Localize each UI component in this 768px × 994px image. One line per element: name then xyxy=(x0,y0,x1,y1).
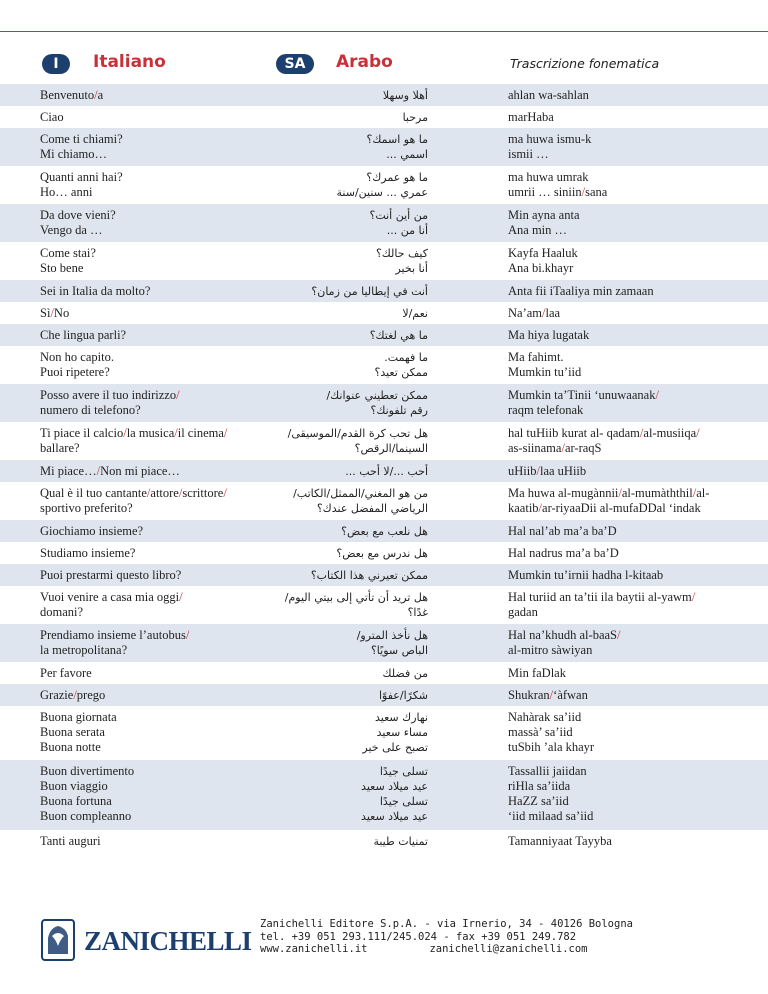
table-row xyxy=(0,106,768,128)
italian-cell: Che lingua parli? xyxy=(40,328,127,342)
transcription-cell: ma huwa ismu-k ismii … xyxy=(508,132,592,161)
transcription-cell: uHiib/laa uHiib xyxy=(508,464,587,478)
arabic-cell: هل نأخذ المترو/ الباص سويًا؟ xyxy=(356,629,428,657)
arabic-cell: ما فهمت. ممكن تعيد؟ xyxy=(374,351,428,379)
italian-cell: Mi piace…/Non mi piace… xyxy=(40,464,180,478)
italian-cell: Buona giornata Buona serata Buona notte xyxy=(40,710,117,754)
arabic-cell: أنت في إيطاليا من زمان؟ xyxy=(311,285,428,298)
transcription-cell: Ma fahimt. Mumkin tu’iid xyxy=(508,350,582,379)
transcription-cell: ahlan wa-sahlan xyxy=(508,88,589,102)
arabic-cell: تمنيات طيبة xyxy=(373,835,428,848)
arabic-cell: هل تحب كرة القدم/الموسيقى/ السينما/الرقص؟ xyxy=(287,427,428,455)
transcription-cell: ma huwa umrak umrii … siniin/sana xyxy=(508,170,608,199)
arabic-cell: كيف حالك؟ أنا بخير xyxy=(375,247,428,275)
transcription-cell: hal tuHiib kurat al- qadam/al-musiiqa/ as-siinama/ar-raqS xyxy=(508,426,700,455)
table-row xyxy=(0,706,768,760)
transcription-cell: Tamanniyaat Tayyba xyxy=(508,834,612,848)
table-row xyxy=(0,384,768,422)
table-row xyxy=(0,128,768,166)
table-row xyxy=(0,624,768,662)
transcription-cell: Hal na’khudh al-baaS/ al-mitro sàwiyan xyxy=(508,628,621,657)
table-row xyxy=(0,84,768,106)
lion-emblem-icon xyxy=(40,918,76,962)
italian-cell: Grazie/prego xyxy=(40,688,106,702)
transcription-cell: Min faDlak xyxy=(508,666,566,680)
arabic-cell: مرحبا xyxy=(402,111,428,124)
table-row xyxy=(0,482,768,520)
transcription-cell: marHaba xyxy=(508,110,554,124)
italian-cell: Ciao xyxy=(40,110,64,124)
italian-cell: Sì/No xyxy=(40,306,70,320)
table-row xyxy=(0,542,768,564)
arabic-cell: ممكن تعيرني هذا الكتاب؟ xyxy=(310,569,428,582)
arabic-cell: تسلى جيدًا عيد ميلاد سعيد تسلى جيدًا عيد ميلاد سعيد xyxy=(361,765,428,823)
arabic-cell: من هو المغني/الممثل/الكاتب/ الرياضي المفضل عندك؟ xyxy=(293,487,428,515)
table-row xyxy=(0,302,768,324)
phrase-table xyxy=(0,84,768,852)
email-link[interactable]: zanichelli@zanichelli.com xyxy=(429,943,588,955)
arabic-cell: ممكن تعطيني عنوانك/ رقم تلفونك؟ xyxy=(326,389,428,417)
arabo-title: Arabo xyxy=(336,52,393,72)
italian-cell: Da dove vieni? Vengo da … xyxy=(40,208,116,237)
contact-line xyxy=(260,943,633,956)
arabic-cell: هل ندرس مع بعض؟ xyxy=(336,547,428,560)
transcription-cell: Shukran/‘àfwan xyxy=(508,688,588,702)
arabic-cell: من فضلك xyxy=(382,667,428,680)
table-row xyxy=(0,346,768,384)
italian-cell: Non ho capito. Puoi ripetere? xyxy=(40,350,114,379)
italian-cell: Vuoi venire a casa mia oggi/ domani? xyxy=(40,590,183,619)
italiano-badge: I xyxy=(42,54,70,74)
table-row xyxy=(0,830,768,852)
transcription-cell: Nahàrak sa’iid massà’ sa’iid tuSbih ’ala khayr xyxy=(508,710,595,754)
transcription-cell: Hal nadrus ma’a ba’D xyxy=(508,546,619,560)
italian-cell: Quanti anni hai? Ho… anni xyxy=(40,170,123,199)
arabic-cell: أهلا وسهلا xyxy=(382,89,428,102)
italian-cell: Per favore xyxy=(40,666,92,680)
transcription-cell: Hal turiid an ta’tii ila baytii al-yawm/ gadan xyxy=(508,590,696,619)
arabic-cell: من أين أنت؟ أنا من ... xyxy=(369,209,428,237)
arabic-cell: نهارك سعيد مساء سعيد تصبح على خير xyxy=(362,711,428,754)
arabic-cell: ما هي لغتك؟ xyxy=(369,329,428,342)
table-row xyxy=(0,586,768,624)
arabo-badge: SA xyxy=(276,54,314,74)
table-row xyxy=(0,460,768,482)
table-row xyxy=(0,520,768,542)
transcription-cell: Ma huwa al-mugànnii/al-mumàththil/al- kaatib/ar-riyaaDii al-mufaDDal ‘indak xyxy=(508,486,710,515)
italian-cell: Giochiamo insieme? xyxy=(40,524,144,538)
address-line: Zanichelli Editore S.p.A. - via Irnerio, 34 - 40126 Bologna xyxy=(260,918,633,930)
arabic-cell: شكرًا/عفوًا xyxy=(379,689,428,702)
publisher-info xyxy=(260,918,633,956)
website-link[interactable]: www.zanichelli.it xyxy=(260,943,368,955)
table-row xyxy=(0,662,768,684)
italian-cell: Studiamo insieme? xyxy=(40,546,136,560)
arabic-cell: ما هو اسمك؟ اسمي ... xyxy=(366,133,428,161)
arabic-cell: هل تريد أن تأتي إلى بيتي اليوم/ غدًا؟ xyxy=(284,591,428,619)
transcription-cell: Min ayna anta Ana min … xyxy=(508,208,580,237)
logo-wordmark: ZANICHELLI xyxy=(84,926,252,956)
italian-cell: Ti piace il calcio/la musica/il cinema/ ballare? xyxy=(40,426,228,455)
transcription-cell: Mumkin tu’irnii hadha l-kitaab xyxy=(508,568,664,582)
arabic-cell: هل نلعب مع بعض؟ xyxy=(341,525,428,538)
italian-cell: Tanti auguri xyxy=(40,834,101,848)
italian-cell: Puoi prestarmi questo libro? xyxy=(40,568,182,582)
arabic-cell: أحب .../لا أحب ... xyxy=(345,465,428,478)
italian-cell: Sei in Italia da molto? xyxy=(40,284,151,298)
transcription-cell: Mumkin ta’Tinii ‘unuwaanak/ raqm telefonak xyxy=(508,388,659,417)
table-row xyxy=(0,422,768,460)
italiano-title: Italiano xyxy=(93,52,166,72)
table-row xyxy=(0,324,768,346)
transcription-cell: Tassallii jaiidan riHla sa’iida HaZZ sa’iid ‘iid milaad sa’iid xyxy=(508,764,594,823)
italian-cell: Buon divertimento Buon viaggio Buona fortuna Buon compleanno xyxy=(40,764,135,823)
table-row xyxy=(0,760,768,830)
italian-cell: Come ti chiami? Mi chiamo… xyxy=(40,132,123,161)
transcription-cell: Kayfa Haaluk Ana bi.khayr xyxy=(508,246,578,275)
italian-cell: Qual è il tuo cantante/attore/scrittore/ sportivo preferito? xyxy=(40,486,227,515)
trascrizione-title: Trascrizione fonematica xyxy=(510,56,660,71)
transcription-cell: Anta fii iTaaliya min zamaan xyxy=(508,284,654,298)
table-row xyxy=(0,684,768,706)
table-row xyxy=(0,166,768,204)
italian-cell: Benvenuto/a xyxy=(40,88,104,102)
arabic-cell: نعم/لا xyxy=(402,307,428,320)
phone-line: tel. +39 051 293.111/245.024 - fax +39 051 249.782 xyxy=(260,930,577,943)
italian-cell: Come stai? Sto bene xyxy=(40,246,96,275)
zanichelli-logo xyxy=(40,918,252,963)
table-row xyxy=(0,204,768,242)
table-row xyxy=(0,564,768,586)
italian-cell: Prendiamo insieme l’autobus/ la metropolitana? xyxy=(40,628,190,657)
transcription-cell: Na’am/laa xyxy=(508,306,561,320)
italian-cell: Posso avere il tuo indirizzo/ numero di telefono? xyxy=(40,388,180,417)
transcription-cell: Ma hiya lugatak xyxy=(508,328,590,342)
table-row xyxy=(0,242,768,280)
top-rule xyxy=(0,31,768,32)
arabic-cell: ما هو عمرك؟ عمري ... سنين/سنة xyxy=(336,171,428,199)
table-row xyxy=(0,280,768,302)
transcription-cell: Hal nal’ab ma’a ba’D xyxy=(508,524,617,538)
